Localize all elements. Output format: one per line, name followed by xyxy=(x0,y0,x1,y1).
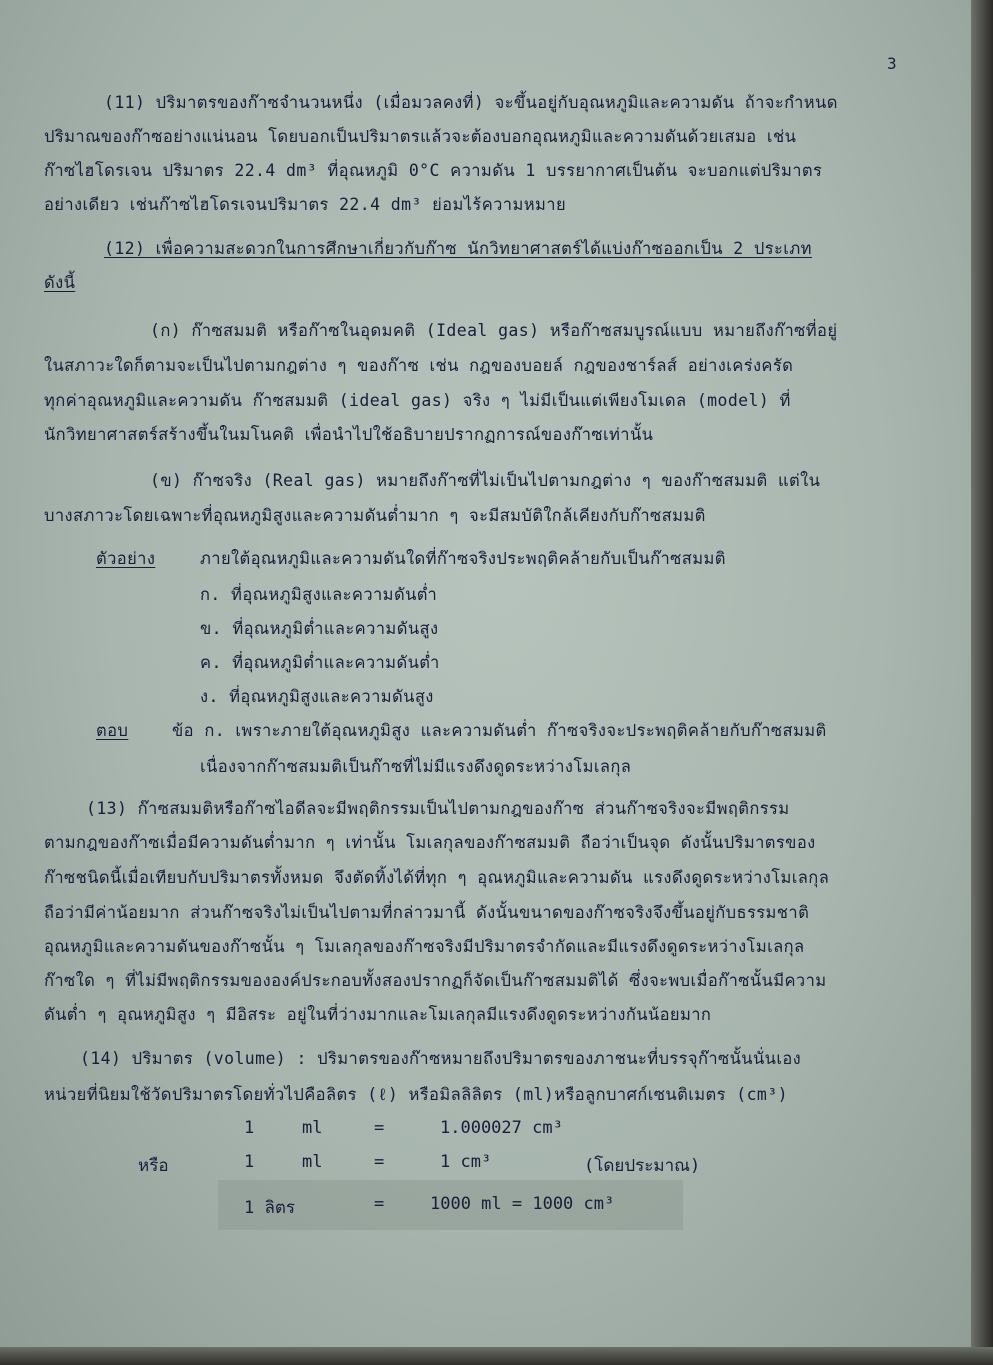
p13-line-4: ถือว่ามีค่าน้อยมาก ส่วนก๊าซจริงไม่เป็นไปตามที่กล่าวมานี้ ดังนั้นขนาดของก๊าซจริงจึงขึ้นอยู่กับธรรมชาติ xyxy=(44,903,810,922)
p12-heading: (12) เพื่อความสะดวกในการศึกษาเกี่ยวกับก๊าซ นักวิทยาศาสตร์ได้แบ่งก๊าซออกเป็น 2 ประเภท xyxy=(104,239,812,258)
ideal-gas-line-3: ทุกค่าอุณหภูมิและความดัน ก๊าซสมมติ (ideal gas) จริง ๆ ไม่มีเป็นแต่เพียงโมเดล (model) ที่ xyxy=(44,391,791,410)
eq2-equals: = xyxy=(374,1152,385,1172)
eq2-result: 1 cm³ xyxy=(440,1152,492,1172)
choice-c: ค. ที่อุณหภูมิต่ำและความดันต่ำ xyxy=(200,653,440,672)
choice-a: ก. ที่อุณหภูมิสูงและความดันต่ำ xyxy=(200,585,438,604)
eq2-unit: ml xyxy=(302,1152,323,1172)
eq1-value: 1 xyxy=(244,1118,255,1138)
p14-line-1: (14) ปริมาตร (volume) : ปริมาตรของก๊าซหมายถึงปริมาตรของภาชนะที่บรรจุก๊าซนั้นนั่นเอง xyxy=(80,1049,802,1068)
page-bottom-edge xyxy=(0,1347,993,1365)
answer-line-1: ข้อ ก. เพราะภายใต้อุณหภูมิสูง และความดันต่ำ ก๊าซจริงจะประพฤติคล้ายกับก๊าซสมมติ xyxy=(172,721,827,740)
choice-b: ข. ที่อุณหภูมิต่ำและความดันสูง xyxy=(200,619,439,638)
eq3-equals: = xyxy=(374,1194,385,1214)
real-gas-line-1: (ข) ก๊าซจริง (Real gas) หมายถึงก๊าซที่ไม่เป็นไปตามกฎต่าง ๆ ของก๊าซสมมติ แต่ใน xyxy=(150,471,821,490)
ideal-gas-line-2: ในสภาวะใดก็ตามจะเป็นไปตามกฎต่าง ๆ ของก๊าซ เช่น กฎของบอยล์ กฎของชาร์ลส์ อย่างเคร่งครัด xyxy=(44,356,794,375)
eq3-lhs: 1 ลิตร xyxy=(244,1198,296,1218)
ideal-gas-line-4: นักวิทยาศาสตร์สร้างขึ้นในมโนคติ เพื่อนำไปใช้อธิบายปรากฏการณ์ของก๊าซเท่านั้น xyxy=(44,425,654,444)
real-gas-line-2: บางสภาวะโดยเฉพาะที่อุณหภูมิสูงและความดันต่ำมาก ๆ จะมีสมบัติใกล้เคียงกับก๊าซสมมติ xyxy=(44,506,706,525)
p14-line-2: หน่วยที่นิยมใช้วัดปริมาตรโดยทั่วไปคือลิตร (ℓ) หรือมิลลิลิตร (ml)หรือลูกบาศก์เซนติเมตร (cm³) xyxy=(44,1085,788,1104)
equation-2 xyxy=(0,1152,993,1178)
page-number: 3 xyxy=(887,54,897,73)
p12-heading-cont: ดังนี้ xyxy=(44,273,76,292)
eq1-unit: ml xyxy=(302,1118,323,1138)
ideal-gas-line-1: (ก) ก๊าซสมมติ หรือก๊าซในอุดมคติ (Ideal gas) หรือก๊าซสมบูรณ์แบบ หมายถึงก๊าซที่อยู่ xyxy=(150,321,838,340)
p11-line-1: (11) ปริมาตรของก๊าซจำนวนหนึ่ง (เมื่อมวลคงที่) จะขึ้นอยู่กับอุณหภูมิและความดัน ถ้าจะกำหนด xyxy=(104,93,838,112)
example-question: ภายใต้อุณหภูมิและความดันใดที่ก๊าซจริงประพฤติคล้ายกับเป็นก๊าซสมมติ xyxy=(200,549,726,568)
p13-line-1: (13) ก๊าซสมมติหรือก๊าซไอดีลจะมีพฤติกรรมเป็นไปตามกฎของก๊าซ ส่วนก๊าซจริงจะมีพฤติกรรม xyxy=(86,799,790,818)
p11-line-4: อย่างเดียว เช่นก๊าซไฮโดรเจนปริมาตร 22.4 dm³ ย่อมไร้ความหมาย xyxy=(44,195,567,214)
eq2-note: (โดยประมาณ) xyxy=(584,1156,701,1176)
eq2-value: 1 xyxy=(244,1152,255,1172)
p11-line-2: ปริมาณของก๊าซอย่างแน่นอน โดยบอกเป็นปริมาตรแล้วจะต้องบอกอุณหภูมิและความดันด้วยเสมอ เช่น xyxy=(44,127,797,146)
eq3-rhs: 1000 ml = 1000 cm³ xyxy=(430,1194,615,1214)
eq2-prefix: หรือ xyxy=(138,1156,169,1176)
eq1-equals: = xyxy=(374,1118,385,1138)
eq1-result: 1.000027 cm³ xyxy=(440,1118,563,1138)
p11-line-3: ก๊าซไฮโดรเจน ปริมาตร 22.4 dm³ ที่อุณหภูมิ 0°C ความดัน 1 บรรยากาศเป็นต้น จะบอกแต่ปริมาตร xyxy=(44,161,823,180)
choice-d: ง. ที่อุณหภูมิสูงและความดันสูง xyxy=(200,687,434,706)
p13-line-5: อุณหภูมิและความดันของก๊าซนั้น ๆ โมเลกุลของก๊าซจริงมีปริมาตรจำกัดและมีแรงดึงดูดระหว่างโมเลกุล xyxy=(44,937,805,956)
p13-line-6: ก๊าซใด ๆ ที่ไม่มีพฤติกรรมขององค์ประกอบทั้งสองปรากฏก็จัดเป็นก๊าซสมมติได้ ซึ่งจะพบเมื่อก๊าซนั้นมีความ xyxy=(44,971,827,990)
p13-line-2: ตามกฎของก๊าซเมื่อมีความดันต่ำมาก ๆ เท่านั้น โมเลกุลของก๊าซสมมติ ถือว่าเป็นจุด ดังนั้นปริมาตรของ xyxy=(44,833,816,852)
answer-label: ตอบ xyxy=(96,721,129,740)
answer-line-2: เนื่องจากก๊าซสมมติเป็นก๊าซที่ไม่มีแรงดึงดูดระหว่างโมเลกุล xyxy=(200,757,632,776)
p13-line-3: ก๊าซชนิดนี้เมื่อเทียบกับปริมาตรทั้งหมด จึงตัดทิ้งได้ที่ทุก ๆ อุณหภูมิและความดัน แรงดึงดูดระหว่างโมเลกุล xyxy=(44,868,830,887)
p13-line-7: ดันต่ำ ๆ อุณหภูมิสูง ๆ มีอิสระ อยู่ในที่ว่างมากและโมเลกุลมีแรงดึงดูดระหว่างกันน้อยมาก xyxy=(44,1005,712,1024)
equation-3 xyxy=(0,1194,993,1220)
equation-1 xyxy=(0,1118,993,1144)
example-label: ตัวอย่าง xyxy=(96,549,156,568)
